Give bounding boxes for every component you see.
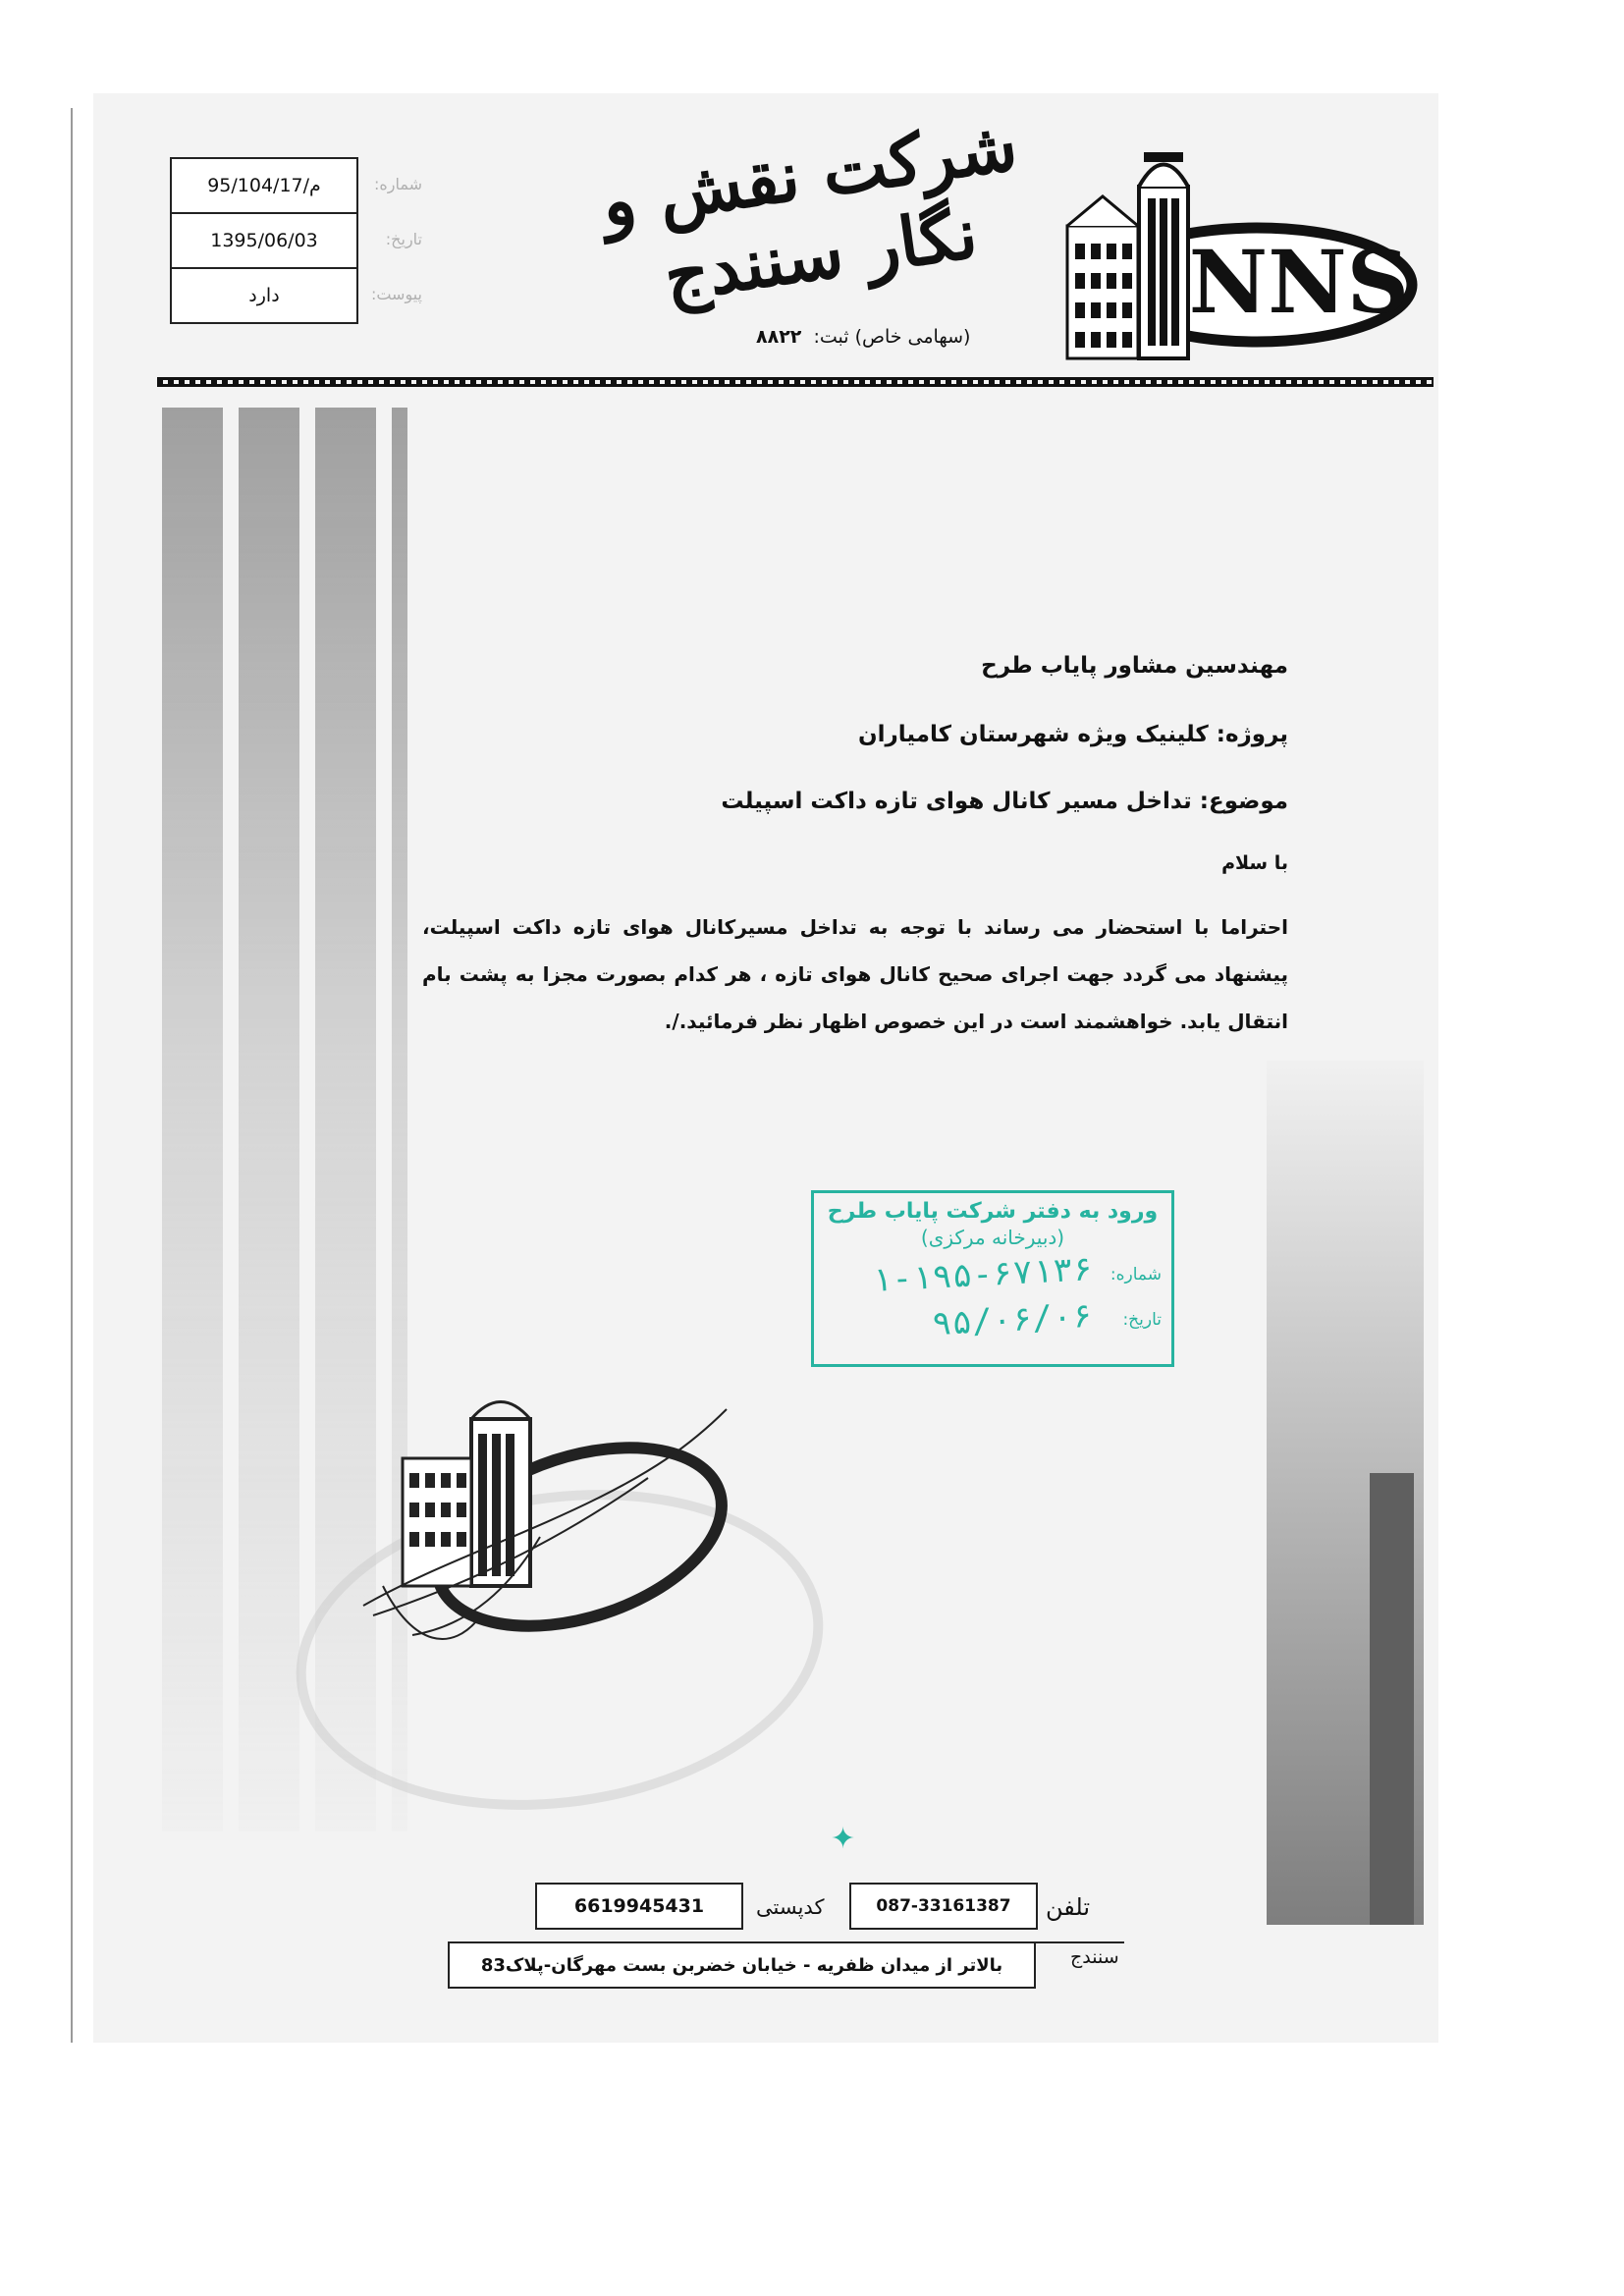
- received-stamp-subtitle: (دبیرخانه مرکزی): [920, 1226, 1065, 1249]
- postal-code-box: 6619945431: [535, 1883, 743, 1930]
- footer-rule: [1036, 1941, 1124, 1943]
- recipient: مهندسین مشاور پایاب طرح: [981, 653, 1288, 679]
- reference-number: 95/104/17/م: [172, 159, 356, 214]
- received-number: ۱-۱۹۵-۶۷۱۳۶: [870, 1249, 1094, 1300]
- address-box: بالاتر از میدان ظفریه - خیابان خضربن بست مهرگان-پلاک83: [448, 1941, 1036, 1989]
- reference-labels: [361, 175, 422, 340]
- registration-number: ۸۸۲۲: [756, 326, 802, 348]
- project-line: پروژه: کلینیک ویژه شهرستان کامیاران: [858, 722, 1288, 747]
- teal-ink-mark: ✦: [831, 1822, 856, 1856]
- registration-line: [756, 326, 970, 348]
- phone-label: تلفن: [1046, 1893, 1091, 1921]
- reference-attachment: دارد: [248, 285, 280, 306]
- logo-text: NNS: [1188, 231, 1410, 333]
- reference-attachment-label: پیوست:: [370, 285, 422, 303]
- scan-edge-line: [71, 108, 73, 2043]
- phone-box: 087-33161387: [849, 1883, 1038, 1930]
- letter-body: احتراما با استحضار می رساند با توجه به تداخل مسیرکانال هوای تازه داکت اسپیلت، پیشنهاد می گردد جهت اجرای صحیح کانال هوای تازه ، هر کدام بصورت مجزا به پشت بام انتقال یابد. خواهشمند است در این خصوص اظهار نظر فرمائید./.: [422, 915, 1288, 1033]
- company-type: (سهامی خاص): [854, 326, 971, 348]
- greeting: با سلام: [1221, 852, 1288, 874]
- received-date-label: تاریخ:: [1122, 1310, 1162, 1330]
- registration-label: ثبت:: [813, 326, 849, 348]
- company-name: شرکت نقش و نگار سنندج: [596, 104, 1022, 317]
- received-stamp: [811, 1190, 1174, 1367]
- reference-box: [170, 157, 358, 324]
- received-date: ۹۵/۰۶/۰۶: [931, 1295, 1094, 1344]
- subject-line: موضوع: تداخل مسیر کانال هوای تازه داکت اسپیلت: [721, 789, 1288, 814]
- received-number-label: شماره:: [1110, 1265, 1162, 1285]
- company-seal: [353, 1390, 736, 1674]
- postal-code-label: کدپستی: [756, 1895, 825, 1919]
- reference-date: 1395/06/03: [172, 214, 356, 269]
- background-dark-bar: [1370, 1473, 1414, 1925]
- company-logo: [1056, 128, 1419, 363]
- received-stamp-title: ورود به دفتر شرکت پایاب طرح: [827, 1199, 1159, 1224]
- header-divider: [157, 377, 1434, 387]
- reference-date-label: تاریخ:: [385, 230, 422, 248]
- reference-number-label: شماره:: [373, 175, 422, 193]
- city-label: سنندج: [1070, 1946, 1119, 1968]
